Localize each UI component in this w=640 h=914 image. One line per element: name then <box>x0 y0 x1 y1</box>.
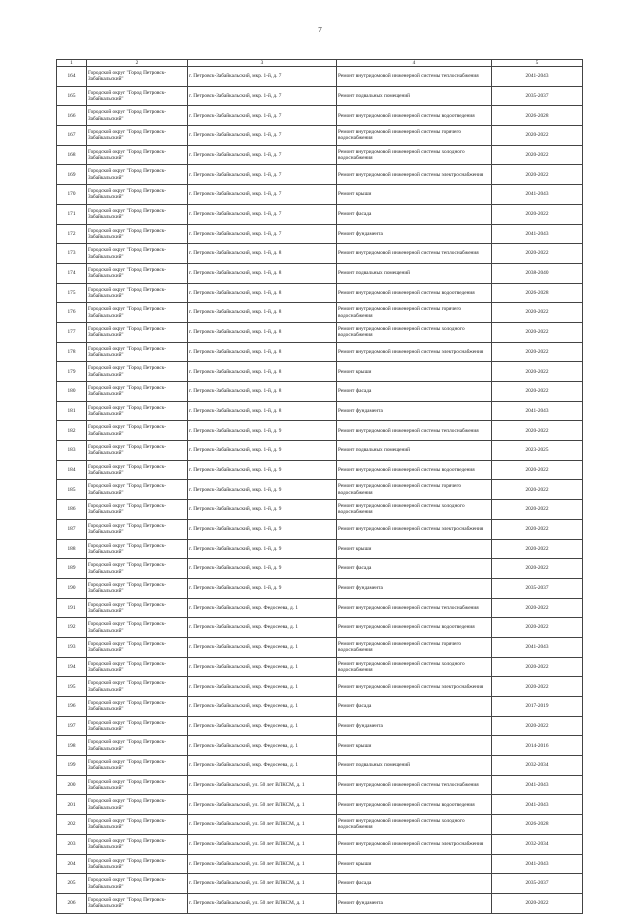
municipality-cell: Городской округ "Город Петровск-Забайкальский" <box>87 795 188 815</box>
address-cell: г. Петровск-Забайкальский, мкр. 1-й, д. 7 <box>188 106 337 126</box>
municipality-cell: Городской округ "Город Петровск-Забайкальский" <box>87 756 188 776</box>
municipality-cell: Городской округ "Город Петровск-Забайкальский" <box>87 86 188 106</box>
address-cell: г. Петровск-Забайкальский, мкр. 1-й, д. 9 <box>188 578 337 598</box>
column-header: 4 <box>337 60 492 67</box>
work-type-cell: Ремонт внутридомовой инженерной системы водоотведения <box>337 618 492 638</box>
period-cell: 2041-2043 <box>492 67 583 87</box>
table-row <box>57 185 583 205</box>
address-cell: г. Петровск-Забайкальский, ул. 50 лет ВЛКСМ, д. 1 <box>188 854 337 874</box>
period-cell: 2014-2016 <box>492 736 583 756</box>
municipality-cell: Городской округ "Город Петровск-Забайкальский" <box>87 736 188 756</box>
municipality-cell: Городской округ "Город Петровск-Забайкальский" <box>87 677 188 697</box>
row-number-cell: 183 <box>57 441 87 461</box>
table-row <box>57 736 583 756</box>
work-type-cell: Ремонт внутридомовой инженерной системы электроснабжения <box>337 165 492 185</box>
work-type-cell: Ремонт внутридомовой инженерной системы горячего водоснабжения <box>337 480 492 500</box>
address-cell: г. Петровск-Забайкальский, мкр. 1-й, д. 8 <box>188 382 337 402</box>
table-row <box>57 834 583 854</box>
municipality-cell: Городской округ "Город Петровск-Забайкальский" <box>87 441 188 461</box>
period-cell: 2020-2022 <box>492 244 583 264</box>
municipality-cell: Городской округ "Город Петровск-Забайкальский" <box>87 480 188 500</box>
period-cell: 2026-2028 <box>492 815 583 835</box>
municipality-cell: Городской округ "Город Петровск-Забайкальский" <box>87 165 188 185</box>
table-row <box>57 795 583 815</box>
row-number-cell: 188 <box>57 539 87 559</box>
period-cell: 2032-2034 <box>492 756 583 776</box>
period-cell: 2020-2022 <box>492 519 583 539</box>
row-number-cell: 195 <box>57 677 87 697</box>
work-type-cell: Ремонт фасада <box>337 204 492 224</box>
row-number-cell: 176 <box>57 303 87 323</box>
work-type-cell: Ремонт внутридомовой инженерной системы водоотведения <box>337 283 492 303</box>
period-cell: 2020-2022 <box>492 480 583 500</box>
address-cell: г. Петровск-Забайкальский, мкр. 1-й, д. 8 <box>188 322 337 342</box>
address-cell: г. Петровск-Забайкальский, мкр. 1-й, д. 8 <box>188 283 337 303</box>
table-row <box>57 67 583 87</box>
municipality-cell: Городской округ "Город Петровск-Забайкальский" <box>87 322 188 342</box>
row-number-cell: 171 <box>57 204 87 224</box>
row-number-cell: 189 <box>57 559 87 579</box>
municipality-cell: Городской округ "Город Петровск-Забайкальский" <box>87 185 188 205</box>
municipality-cell: Городской округ "Город Петровск-Забайкальский" <box>87 697 188 717</box>
period-cell: 2020-2022 <box>492 893 583 913</box>
period-cell: 2020-2022 <box>492 657 583 677</box>
period-cell: 2035-2037 <box>492 874 583 894</box>
address-cell: г. Петровск-Забайкальский, мкр. 1-й, д. 8 <box>188 401 337 421</box>
repair-schedule-table <box>56 59 583 914</box>
column-header: 1 <box>57 60 87 67</box>
municipality-cell: Городской округ "Город Петровск-Забайкальский" <box>87 126 188 146</box>
period-cell: 2020-2022 <box>492 165 583 185</box>
row-number-cell: 190 <box>57 578 87 598</box>
municipality-cell: Городской округ "Город Петровск-Забайкальский" <box>87 263 188 283</box>
address-cell: г. Петровск-Забайкальский, мкр. Федосеева, д. 1 <box>188 716 337 736</box>
row-number-cell: 166 <box>57 106 87 126</box>
address-cell: г. Петровск-Забайкальский, мкр. Федосеева, д. 1 <box>188 736 337 756</box>
address-cell: г. Петровск-Забайкальский, мкр. 1-й, д. 8 <box>188 303 337 323</box>
address-cell: г. Петровск-Забайкальский, мкр. 1-й, д. 7 <box>188 126 337 146</box>
work-type-cell: Ремонт внутридомовой инженерной системы водоотведения <box>337 795 492 815</box>
work-type-cell: Ремонт внутридомовой инженерной системы холодного водоснабжения <box>337 815 492 835</box>
municipality-cell: Городской округ "Город Петровск-Забайкальский" <box>87 362 188 382</box>
address-cell: г. Петровск-Забайкальский, мкр. 1-й, д. 9 <box>188 519 337 539</box>
address-cell: г. Петровск-Забайкальский, мкр. 1-й, д. 9 <box>188 559 337 579</box>
municipality-cell: Городской округ "Город Петровск-Забайкальский" <box>87 283 188 303</box>
municipality-cell: Городской округ "Город Петровск-Забайкальский" <box>87 382 188 402</box>
work-type-cell: Ремонт фундамента <box>337 224 492 244</box>
row-number-cell: 200 <box>57 775 87 795</box>
address-cell: г. Петровск-Забайкальский, ул. 50 лет ВЛКСМ, д. 1 <box>188 795 337 815</box>
address-cell: г. Петровск-Забайкальский, мкр. Федосеева, д. 1 <box>188 637 337 657</box>
work-type-cell: Ремонт фундамента <box>337 401 492 421</box>
row-number-cell: 178 <box>57 342 87 362</box>
municipality-cell: Городской округ "Город Петровск-Забайкальский" <box>87 519 188 539</box>
row-number-cell: 177 <box>57 322 87 342</box>
row-number-cell: 169 <box>57 165 87 185</box>
table-row <box>57 283 583 303</box>
period-cell: 2041-2043 <box>492 185 583 205</box>
period-cell: 2020-2022 <box>492 539 583 559</box>
municipality-cell: Городской округ "Город Петровск-Забайкальский" <box>87 342 188 362</box>
address-cell: г. Петровск-Забайкальский, мкр. 1-й, д. 9 <box>188 460 337 480</box>
work-type-cell: Ремонт внутридомовой инженерной системы холодного водоснабжения <box>337 145 492 165</box>
municipality-cell: Городской округ "Город Петровск-Забайкальский" <box>87 637 188 657</box>
row-number-cell: 198 <box>57 736 87 756</box>
table-row <box>57 677 583 697</box>
period-cell: 2020-2022 <box>492 303 583 323</box>
period-cell: 2035-2037 <box>492 578 583 598</box>
page-number: 7 <box>318 26 322 34</box>
work-type-cell: Ремонт крыши <box>337 362 492 382</box>
table-row <box>57 893 583 913</box>
row-number-cell: 180 <box>57 382 87 402</box>
period-cell: 2041-2043 <box>492 224 583 244</box>
work-type-cell: Ремонт подвальных помещений <box>337 86 492 106</box>
work-type-cell: Ремонт подвальных помещений <box>337 441 492 461</box>
work-type-cell: Ремонт фасада <box>337 559 492 579</box>
municipality-cell: Городской округ "Город Петровск-Забайкальский" <box>87 834 188 854</box>
table-row <box>57 815 583 835</box>
row-number-cell: 196 <box>57 697 87 717</box>
municipality-cell: Городской округ "Город Петровск-Забайкальский" <box>87 618 188 638</box>
row-number-cell: 204 <box>57 854 87 874</box>
address-cell: г. Петровск-Забайкальский, мкр. 1-й, д. 7 <box>188 86 337 106</box>
work-type-cell: Ремонт внутридомовой инженерной системы электроснабжения <box>337 834 492 854</box>
address-cell: г. Петровск-Забайкальский, мкр. Федосеева, д. 1 <box>188 677 337 697</box>
column-header: 3 <box>188 60 337 67</box>
address-cell: г. Петровск-Забайкальский, мкр. Федосеева, д. 1 <box>188 756 337 776</box>
work-type-cell: Ремонт внутридомовой инженерной системы холодного водоснабжения <box>337 322 492 342</box>
table-row <box>57 756 583 776</box>
address-cell: г. Петровск-Забайкальский, мкр. 1-й, д. 7 <box>188 204 337 224</box>
period-cell: 2020-2022 <box>492 559 583 579</box>
address-cell: г. Петровск-Забайкальский, ул. 50 лет ВЛКСМ, д. 1 <box>188 815 337 835</box>
work-type-cell: Ремонт фасада <box>337 382 492 402</box>
period-cell: 2020-2022 <box>492 618 583 638</box>
table-row <box>57 480 583 500</box>
work-type-cell: Ремонт фасада <box>337 874 492 894</box>
row-number-cell: 182 <box>57 421 87 441</box>
municipality-cell: Городской округ "Город Петровск-Забайкальский" <box>87 421 188 441</box>
row-number-cell: 165 <box>57 86 87 106</box>
table-row <box>57 637 583 657</box>
table-row <box>57 303 583 323</box>
address-cell: г. Петровск-Забайкальский, мкр. 1-й, д. 7 <box>188 165 337 185</box>
row-number-cell: 185 <box>57 480 87 500</box>
address-cell: г. Петровск-Забайкальский, ул. 50 лет ВЛКСМ, д. 1 <box>188 834 337 854</box>
work-type-cell: Ремонт внутридомовой инженерной системы холодного водоснабжения <box>337 500 492 520</box>
table-row <box>57 441 583 461</box>
row-number-cell: 197 <box>57 716 87 736</box>
table-row <box>57 204 583 224</box>
row-number-cell: 173 <box>57 244 87 264</box>
row-number-cell: 187 <box>57 519 87 539</box>
address-cell: г. Петровск-Забайкальский, ул. 50 лет ВЛКСМ, д. 1 <box>188 874 337 894</box>
work-type-cell: Ремонт фундамента <box>337 716 492 736</box>
work-type-cell: Ремонт фундамента <box>337 578 492 598</box>
table-row <box>57 716 583 736</box>
table-row <box>57 145 583 165</box>
address-cell: г. Петровск-Забайкальский, мкр. 1-й, д. 8 <box>188 342 337 362</box>
period-cell: 2041-2043 <box>492 854 583 874</box>
row-number-cell: 168 <box>57 145 87 165</box>
address-cell: г. Петровск-Забайкальский, мкр. 1-й, д. 8 <box>188 263 337 283</box>
municipality-cell: Городской округ "Город Петровск-Забайкальский" <box>87 874 188 894</box>
table-row <box>57 618 583 638</box>
address-cell: г. Петровск-Забайкальский, мкр. 1-й, д. 9 <box>188 421 337 441</box>
row-number-cell: 170 <box>57 185 87 205</box>
municipality-cell: Городской округ "Город Петровск-Забайкальский" <box>87 893 188 913</box>
table-row <box>57 500 583 520</box>
table-row <box>57 657 583 677</box>
municipality-cell: Городской округ "Город Петровск-Забайкальский" <box>87 716 188 736</box>
row-number-cell: 201 <box>57 795 87 815</box>
table-row <box>57 854 583 874</box>
row-number-cell: 175 <box>57 283 87 303</box>
work-type-cell: Ремонт крыши <box>337 854 492 874</box>
work-type-cell: Ремонт внутридомовой инженерной системы теплоснабжения <box>337 421 492 441</box>
table-row <box>57 86 583 106</box>
table-row <box>57 342 583 362</box>
table-row <box>57 263 583 283</box>
row-number-cell: 193 <box>57 637 87 657</box>
period-cell: 2020-2022 <box>492 598 583 618</box>
table-row <box>57 382 583 402</box>
column-header: 2 <box>87 60 188 67</box>
row-number-cell: 203 <box>57 834 87 854</box>
table-row <box>57 244 583 264</box>
period-cell: 2041-2043 <box>492 637 583 657</box>
row-number-cell: 164 <box>57 67 87 87</box>
period-cell: 2020-2022 <box>492 342 583 362</box>
work-type-cell: Ремонт внутридомовой инженерной системы теплоснабжения <box>337 67 492 87</box>
table-row <box>57 165 583 185</box>
row-number-cell: 167 <box>57 126 87 146</box>
municipality-cell: Городской округ "Город Петровск-Забайкальский" <box>87 854 188 874</box>
address-cell: г. Петровск-Забайкальский, мкр. 1-й, д. 7 <box>188 145 337 165</box>
table-row <box>57 874 583 894</box>
municipality-cell: Городской округ "Город Петровск-Забайкальский" <box>87 244 188 264</box>
table-row <box>57 519 583 539</box>
work-type-cell: Ремонт крыши <box>337 539 492 559</box>
row-number-cell: 192 <box>57 618 87 638</box>
row-number-cell: 206 <box>57 893 87 913</box>
work-type-cell: Ремонт внутридомовой инженерной системы горячего водоснабжения <box>337 303 492 323</box>
address-cell: г. Петровск-Забайкальский, мкр. 1-й, д. 7 <box>188 185 337 205</box>
address-cell: г. Петровск-Забайкальский, ул. 50 лет ВЛКСМ, д. 1 <box>188 893 337 913</box>
work-type-cell: Ремонт фасада <box>337 697 492 717</box>
municipality-cell: Городской округ "Город Петровск-Забайкальский" <box>87 500 188 520</box>
period-cell: 2026-2028 <box>492 283 583 303</box>
work-type-cell: Ремонт внутридомовой инженерной системы теплоснабжения <box>337 244 492 264</box>
row-number-cell: 184 <box>57 460 87 480</box>
period-cell: 2041-2043 <box>492 401 583 421</box>
municipality-cell: Городской округ "Город Петровск-Забайкальский" <box>87 559 188 579</box>
address-cell: г. Петровск-Забайкальский, мкр. 1-й, д. 7 <box>188 224 337 244</box>
municipality-cell: Городской округ "Город Петровск-Забайкальский" <box>87 224 188 244</box>
address-cell: г. Петровск-Забайкальский, мкр. 1-й, д. 9 <box>188 539 337 559</box>
period-cell: 2035-2037 <box>492 86 583 106</box>
address-cell: г. Петровск-Забайкальский, мкр. Федосеева, д. 1 <box>188 657 337 677</box>
table-row <box>57 598 583 618</box>
table-row <box>57 539 583 559</box>
period-cell: 2032-2034 <box>492 834 583 854</box>
work-type-cell: Ремонт внутридомовой инженерной системы холодного водоснабжения <box>337 657 492 677</box>
work-type-cell: Ремонт внутридомовой инженерной системы электроснабжения <box>337 519 492 539</box>
municipality-cell: Городской округ "Город Петровск-Забайкальский" <box>87 775 188 795</box>
period-cell: 2020-2022 <box>492 677 583 697</box>
period-cell: 2020-2022 <box>492 382 583 402</box>
municipality-cell: Городской округ "Город Петровск-Забайкальский" <box>87 106 188 126</box>
work-type-cell: Ремонт внутридомовой инженерной системы горячего водоснабжения <box>337 126 492 146</box>
table-row <box>57 126 583 146</box>
address-cell: г. Петровск-Забайкальский, мкр. 1-й, д. 9 <box>188 441 337 461</box>
address-cell: г. Петровск-Забайкальский, мкр. 1-й, д. 7 <box>188 67 337 87</box>
period-cell: 2026-2028 <box>492 106 583 126</box>
municipality-cell: Городской округ "Город Петровск-Забайкальский" <box>87 67 188 87</box>
period-cell: 2041-2043 <box>492 795 583 815</box>
row-number-cell: 194 <box>57 657 87 677</box>
period-cell: 2020-2022 <box>492 716 583 736</box>
row-number-cell: 205 <box>57 874 87 894</box>
row-number-cell: 181 <box>57 401 87 421</box>
period-cell: 2041-2043 <box>492 775 583 795</box>
work-type-cell: Ремонт внутридомовой инженерной системы электроснабжения <box>337 342 492 362</box>
row-number-cell: 202 <box>57 815 87 835</box>
work-type-cell: Ремонт внутридомовой инженерной системы водоотведения <box>337 460 492 480</box>
table-row <box>57 362 583 382</box>
work-type-cell: Ремонт подвальных помещений <box>337 756 492 776</box>
period-cell: 2020-2022 <box>492 362 583 382</box>
municipality-cell: Городской округ "Город Петровск-Забайкальский" <box>87 204 188 224</box>
period-cell: 2023-2025 <box>492 441 583 461</box>
period-cell: 2020-2022 <box>492 322 583 342</box>
period-cell: 2020-2022 <box>492 460 583 480</box>
table-row <box>57 578 583 598</box>
period-cell: 2020-2022 <box>492 126 583 146</box>
address-cell: г. Петровск-Забайкальский, мкр. Федосеева, д. 1 <box>188 697 337 717</box>
municipality-cell: Городской округ "Город Петровск-Забайкальский" <box>87 578 188 598</box>
address-cell: г. Петровск-Забайкальский, мкр. 1-й, д. 8 <box>188 362 337 382</box>
municipality-cell: Городской округ "Город Петровск-Забайкальский" <box>87 657 188 677</box>
municipality-cell: Городской округ "Город Петровск-Забайкальский" <box>87 145 188 165</box>
work-type-cell: Ремонт крыши <box>337 736 492 756</box>
row-number-cell: 174 <box>57 263 87 283</box>
table-row <box>57 421 583 441</box>
address-cell: г. Петровск-Забайкальский, мкр. Федосеева, д. 1 <box>188 618 337 638</box>
municipality-cell: Городской округ "Город Петровск-Забайкальский" <box>87 401 188 421</box>
period-cell: 2038-2040 <box>492 263 583 283</box>
row-number-cell: 199 <box>57 756 87 776</box>
address-cell: г. Петровск-Забайкальский, мкр. Федосеева, д. 1 <box>188 598 337 618</box>
row-number-cell: 179 <box>57 362 87 382</box>
address-cell: г. Петровск-Забайкальский, мкр. 1-й, д. 8 <box>188 244 337 264</box>
period-cell: 2020-2022 <box>492 500 583 520</box>
table-row <box>57 775 583 795</box>
municipality-cell: Городской округ "Город Петровск-Забайкальский" <box>87 303 188 323</box>
work-type-cell: Ремонт внутридомовой инженерной системы теплоснабжения <box>337 775 492 795</box>
municipality-cell: Городской округ "Город Петровск-Забайкальский" <box>87 539 188 559</box>
period-cell: 2020-2022 <box>492 421 583 441</box>
work-type-cell: Ремонт подвальных помещений <box>337 263 492 283</box>
work-type-cell: Ремонт крыши <box>337 185 492 205</box>
table-row <box>57 559 583 579</box>
work-type-cell: Ремонт внутридомовой инженерной системы электроснабжения <box>337 677 492 697</box>
table-row <box>57 401 583 421</box>
address-cell: г. Петровск-Забайкальский, мкр. 1-й, д. 9 <box>188 500 337 520</box>
period-cell: 2017-2019 <box>492 697 583 717</box>
table-row <box>57 106 583 126</box>
work-type-cell: Ремонт внутридомовой инженерной системы теплоснабжения <box>337 598 492 618</box>
work-type-cell: Ремонт внутридомовой инженерной системы водоотведения <box>337 106 492 126</box>
work-type-cell: Ремонт внутридомовой инженерной системы горячего водоснабжения <box>337 637 492 657</box>
municipality-cell: Городской округ "Город Петровск-Забайкальский" <box>87 460 188 480</box>
row-number-cell: 186 <box>57 500 87 520</box>
period-cell: 2020-2022 <box>492 204 583 224</box>
row-number-cell: 172 <box>57 224 87 244</box>
row-number-cell: 191 <box>57 598 87 618</box>
table-row <box>57 322 583 342</box>
column-number-row <box>57 60 583 67</box>
table-row <box>57 224 583 244</box>
table-row <box>57 460 583 480</box>
municipality-cell: Городской округ "Город Петровск-Забайкальский" <box>87 598 188 618</box>
period-cell: 2020-2022 <box>492 145 583 165</box>
address-cell: г. Петровск-Забайкальский, мкр. 1-й, д. 9 <box>188 480 337 500</box>
work-type-cell: Ремонт фундамента <box>337 893 492 913</box>
table-row <box>57 697 583 717</box>
municipality-cell: Городской округ "Город Петровск-Забайкальский" <box>87 815 188 835</box>
column-header: 5 <box>492 60 583 67</box>
address-cell: г. Петровск-Забайкальский, ул. 50 лет ВЛКСМ, д. 1 <box>188 775 337 795</box>
